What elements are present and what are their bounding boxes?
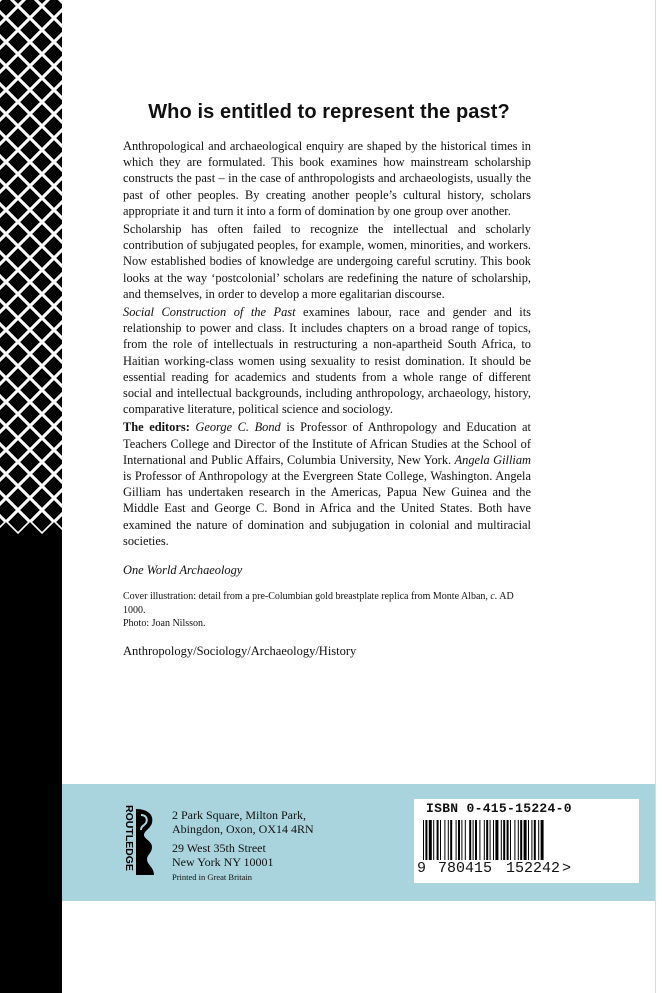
diamond-motif [7,439,29,461]
diamond-motif [0,295,5,317]
diamond-motif [0,31,5,53]
diamond-motif [7,79,29,101]
diamond-motif [0,403,17,425]
diamond-motif [19,427,41,449]
diamond-motif [0,499,17,521]
diamond-motif [0,151,5,173]
diamond-motif [0,487,5,509]
diamond-motif [0,511,5,533]
diamond-motif [7,127,29,149]
publisher-footer [62,784,655,901]
diamond-motif [7,175,29,197]
diamond-motif [0,439,5,461]
editor1-name: George C. Bond [195,420,281,435]
diamond-motif [0,415,5,437]
diamond-motif [19,19,41,41]
paragraph-book [123,304,531,417]
subject-categories: Anthropology/Sociology/Archaeology/History [123,643,357,658]
diamond-motif [19,283,41,305]
diamond-motif [31,271,53,293]
diamond-motif [19,235,41,257]
uk-address-line-1: 2 Park Square, Milton Park, [172,808,306,822]
editor2-text: is Professor of Anthropology at the Evergreen State College, Washington. Angela Gilliam has undertaken research in the Americas, Papua New Guinea and the Middle East and George C. Bond in Africa and the United States. Both have examined the nature of domination and subjugation in colonial and multiracial societies. [123,469,531,548]
routledge-logo [114,801,166,883]
diamond-motif [0,307,17,329]
headline: Who is entitled to represent the past? [148,101,510,123]
routledge-logo-text: ROUTLEDGE [123,805,135,871]
diamond-motif [0,331,17,353]
diamond-motif [0,115,17,137]
editors-label: The editors: [123,420,190,435]
diamond-motif [0,451,17,473]
diamond-motif [7,487,29,509]
diamond-motif [19,187,41,209]
diamond-motif [31,79,53,101]
isbn-number: ISBN 0-415-15224-0 [426,801,572,816]
diamond-pattern [0,0,62,993]
paragraph-editors [123,419,531,549]
diamond-motif [7,55,29,77]
diamond-motif [19,139,41,161]
printed-in: Printed in Great Britain [172,872,253,882]
diamond-motif [7,367,29,389]
diamond-motif [0,367,5,389]
diamond-motif [19,163,41,185]
editor1-text: is Professor of Anthropology and Education at Teachers College and Director of the Institute of African Studies at the School of International and Public Affairs, Columbia University, New York. [123,420,531,467]
diamond-motif [0,67,17,89]
diamond-motif [19,355,41,377]
diamond-motif [0,7,5,29]
isbn-barcode-box [414,799,639,883]
paragraph-book-text: examines labour, race and gender and its relationship to power and class. It includes chapters on a broad range of topics, from the role of intellectuals in restructuring a non-apartheid South Africa, to Haitian working-class women using sexuality to resist domination. It should be essential reading for academics and students from a whole range of different social and intellectual backgrounds, including anthropology, archaeology, history, comparative literature, political science and sociology. [123,305,531,417]
us-address-line-1: 29 West 35th Street [172,841,266,855]
diamond-motif [19,331,41,353]
diamond-motif [0,247,5,269]
barcode-digit-marker: > [562,860,572,877]
diamond-motif [0,19,17,41]
diamond-motif [0,79,5,101]
uk-address-line-2: Abingdon, Oxon, OX14 4RN [172,821,314,836]
diamond-motif [31,415,53,437]
diamond-motif [31,199,53,221]
diamond-motif [7,7,29,29]
diamond-motif [31,463,53,485]
cover-credit-text: Cover illustration: detail from a pre-Columbian gold breastplate replica from Monte Alban, [123,591,491,603]
circa-abbrev: c. [490,591,498,603]
diamond-motif [19,403,41,425]
diamond-motif [0,271,5,293]
diamond-motif [0,475,17,497]
diamond-motif [7,463,29,485]
diamond-motif [0,379,17,401]
diamond-motif [0,43,17,65]
diamond-motif [31,247,53,269]
diamond-motif [0,283,17,305]
diamond-motif [0,211,17,233]
cover-illustration-credit [123,590,531,631]
diamond-motif [19,43,41,65]
diamond-motif [0,223,5,245]
right-edge-strip [655,0,662,993]
decorative-side-band [0,0,62,993]
diamond-motif [19,499,41,521]
diamond-motif [31,175,53,197]
paragraph-intro: Anthropological and archaeological enquiry are shaped by the historical times in which they are formulated. This book examines how mainstream scholarship constructs the past – in the case of anthropologists and archaeologists, usually the past of other peoples. By creating another people’s cultural history, scholars appropriate it and turn it into a form of domination by one group over another. [123,139,531,218]
diamond-motif [0,103,5,125]
diamond-motif [19,211,41,233]
diamond-motif [0,355,17,377]
diamond-motif [0,391,5,413]
blurb-text [123,138,531,661]
diamond-motif [7,295,29,317]
diamond-motif [0,139,17,161]
paragraph-scholarship: Scholarship has often failed to recognize the intellectual and scholarly contribution of subjugated peoples, for example, women, minorities, and workers. Now established bodies of knowledge are undergoing careful scrutiny. This book looks at the way ‘postcolonial’ scholars are redefining the nature of scholarship, and themselves, in order to develop a more egalitarian discourse. [123,222,531,301]
us-address-line-2: New York NY 10001 [172,854,274,869]
diamond-motif [0,235,17,257]
series-name: One World Archaeology [123,563,243,578]
diamond-motif [19,0,41,17]
barcode-digit-group-2: 152242 [506,860,561,877]
diamond-motif [0,343,5,365]
diamond-motif [19,475,41,497]
diamond-motif [31,55,53,77]
publisher-address [172,809,402,883]
diamond-motif [31,487,53,509]
diamond-motif [19,67,41,89]
diamond-motif [31,223,53,245]
diamond-motif [19,379,41,401]
diamond-motif [7,223,29,245]
diamond-motif [0,427,17,449]
diamond-motif [7,319,29,341]
diamond-motif [31,103,53,125]
diamond-motif [31,31,53,53]
diamond-motif [31,391,53,413]
diamond-motif [0,187,17,209]
diamond-motif [19,451,41,473]
diamond-motif [7,0,29,5]
diamond-motif [31,7,53,29]
diamond-motif [7,31,29,53]
editor2-name: Angela Gilliam [454,452,531,467]
diamond-motif [31,295,53,317]
diamond-motif [0,175,5,197]
diamond-motif [7,199,29,221]
diamond-motif [31,367,53,389]
diamond-motif [0,163,17,185]
diamond-motif [0,55,5,77]
diamond-motif [7,391,29,413]
diamond-motif [31,151,53,173]
diamond-motif [7,103,29,125]
barcode-digit-group-1: 780415 [438,860,493,877]
diamond-motif [31,343,53,365]
diamond-motif [7,343,29,365]
diamond-motif [0,91,17,113]
diamond-motif [19,91,41,113]
diamond-motif [31,0,53,5]
diamond-motif [31,319,53,341]
diamond-motif [31,511,53,533]
photo-credit: Photo: Joan Nilsson. [123,618,206,630]
diamond-motif [7,271,29,293]
diamond-motif [0,199,5,221]
diamond-motif [19,259,41,281]
barcode-digits [417,860,635,877]
diamond-motif [0,319,5,341]
diamond-motif [31,127,53,149]
diamond-motif [7,151,29,173]
cover-credit-date: AD 1000. [123,591,514,616]
barcode-digit-prefix: 9 [417,860,427,877]
diamond-motif [0,259,17,281]
book-title: Social Construction of the Past [123,305,296,320]
diamond-motif [7,511,29,533]
diamond-motif [19,307,41,329]
diamond-motif [0,127,5,149]
diamond-motif [19,115,41,137]
diamond-motif [0,463,5,485]
diamond-motif [7,247,29,269]
diamond-motif [31,439,53,461]
diamond-motif [7,415,29,437]
profile-head-icon [136,809,154,875]
